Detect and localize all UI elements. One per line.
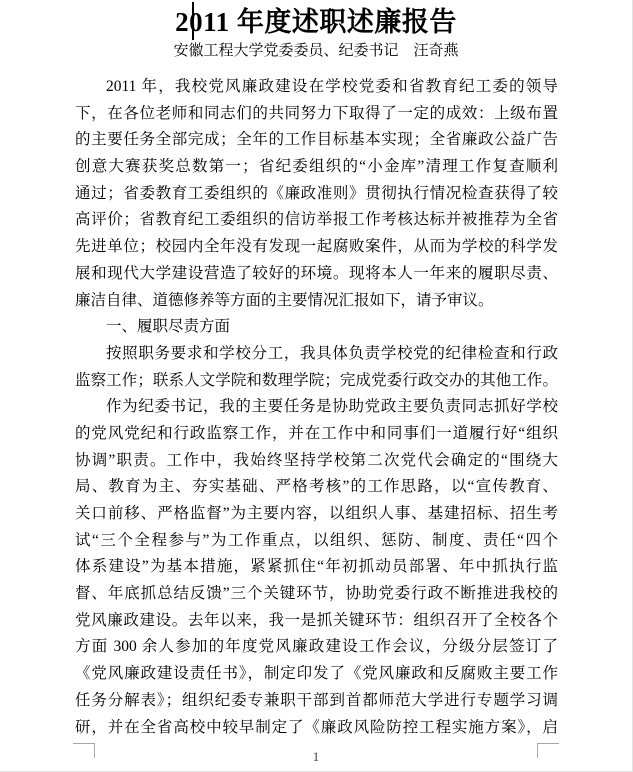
text-line[interactable]: 作为纪委书记，我的主要任务是协助党政主要负责同志抓好学校 — [106, 398, 558, 416]
document-body[interactable] — [75, 74, 558, 741]
text-line[interactable]: 监察工作；联系人文学院和数理学院；完成党委行政交办的其他工作。 — [75, 371, 558, 389]
document-title[interactable]: 2011 年度述职述廉报告 — [175, 7, 457, 37]
text-line[interactable]: 督、年底抓总结反馈”三个关键环节，协助党委行政不断推进我校的 — [75, 585, 558, 603]
text-line[interactable]: 《党风廉政建设责任书》，制定印发了《党风廉政和反腐败主要工作 — [75, 665, 558, 683]
text-line[interactable]: 方面 300 余人参加的年度党风廉政建设工作会议，分级分层签订了 — [75, 638, 558, 656]
text-line[interactable]: 高评价；省教育纪工委组织的信访举报工作考核达标并被推荐为全省 — [75, 211, 558, 229]
text-line[interactable]: 任务分解表》；组织纪委专兼职干部到首都师范大学进行专题学习调 — [75, 691, 558, 709]
text-line[interactable]: 展和现代大学建设营造了较好的环境。现将本人一年来的履职尽责、 — [75, 264, 558, 282]
text-line[interactable]: 的主要任务全部完成；全年的工作目标基本实现；全省廉政公益广告 — [75, 131, 558, 149]
text-line[interactable]: 通过；省委教育工委组织的《廉政准则》贯彻执行情况检查获得了较 — [75, 184, 558, 202]
text-line[interactable]: 关口前移、严格监督”为主要内容，以组织人事、基建招标、招生考 — [75, 505, 558, 522]
text-line[interactable]: 先进单位；校园内全年没有发现一起腐败案件，从而为学校的科学发 — [75, 238, 558, 256]
text-line[interactable]: 2011 年，我校党风廉政建设在学校党委和省教育纪工委的领导 — [106, 78, 558, 95]
text-line[interactable]: 廉洁自律、道德修养等方面的主要情况汇报如下，请予审议。 — [75, 291, 494, 309]
text-line[interactable]: 协调”职责。工作中，我始终坚持学校第二次党代会确定的“围绕大 — [75, 451, 558, 469]
text-line[interactable]: 研，并在全省高校中较早制定了《廉政风险防控工程实施方案》，启 — [75, 718, 558, 736]
text-line[interactable]: 党风廉政建设。去年以来，我一是抓关键环节：组织召开了全校各个 — [75, 611, 558, 629]
page-number: 1 — [312, 749, 320, 764]
text-line[interactable]: 的党风党纪和行政监察工作，并在工作中和同事们一道履行好“组织 — [75, 424, 558, 442]
section-heading[interactable]: 一、履职尽责方面 — [106, 318, 231, 336]
document-byline[interactable]: 安徽工程大学党委委员、纪委书记 汪奇燕 — [173, 43, 459, 59]
text-line[interactable]: 下，在各位老师和同志们的共同努力下取得了一定的成效：上级布置 — [75, 104, 558, 122]
text-line[interactable]: 局、教育为主、夯实基础、严格考核”的工作思路，以“宣传教育、 — [75, 478, 558, 496]
text-line[interactable]: 试“三个全程参与”为工作重点，以组织、惩防、制度、责任“四个 — [75, 531, 558, 549]
text-line[interactable]: 按照职务要求和学校分工，我具体负责学校党的纪律检查和行政 — [106, 344, 558, 362]
text-line[interactable]: 体系建设”为基本措施，紧紧抓住“年初抓动员部署、年中抓执行监 — [75, 558, 558, 576]
text-line[interactable]: 创意大赛获奖总数第一；省纪委组织的“小金库”清理工作复查顺利 — [75, 158, 558, 176]
